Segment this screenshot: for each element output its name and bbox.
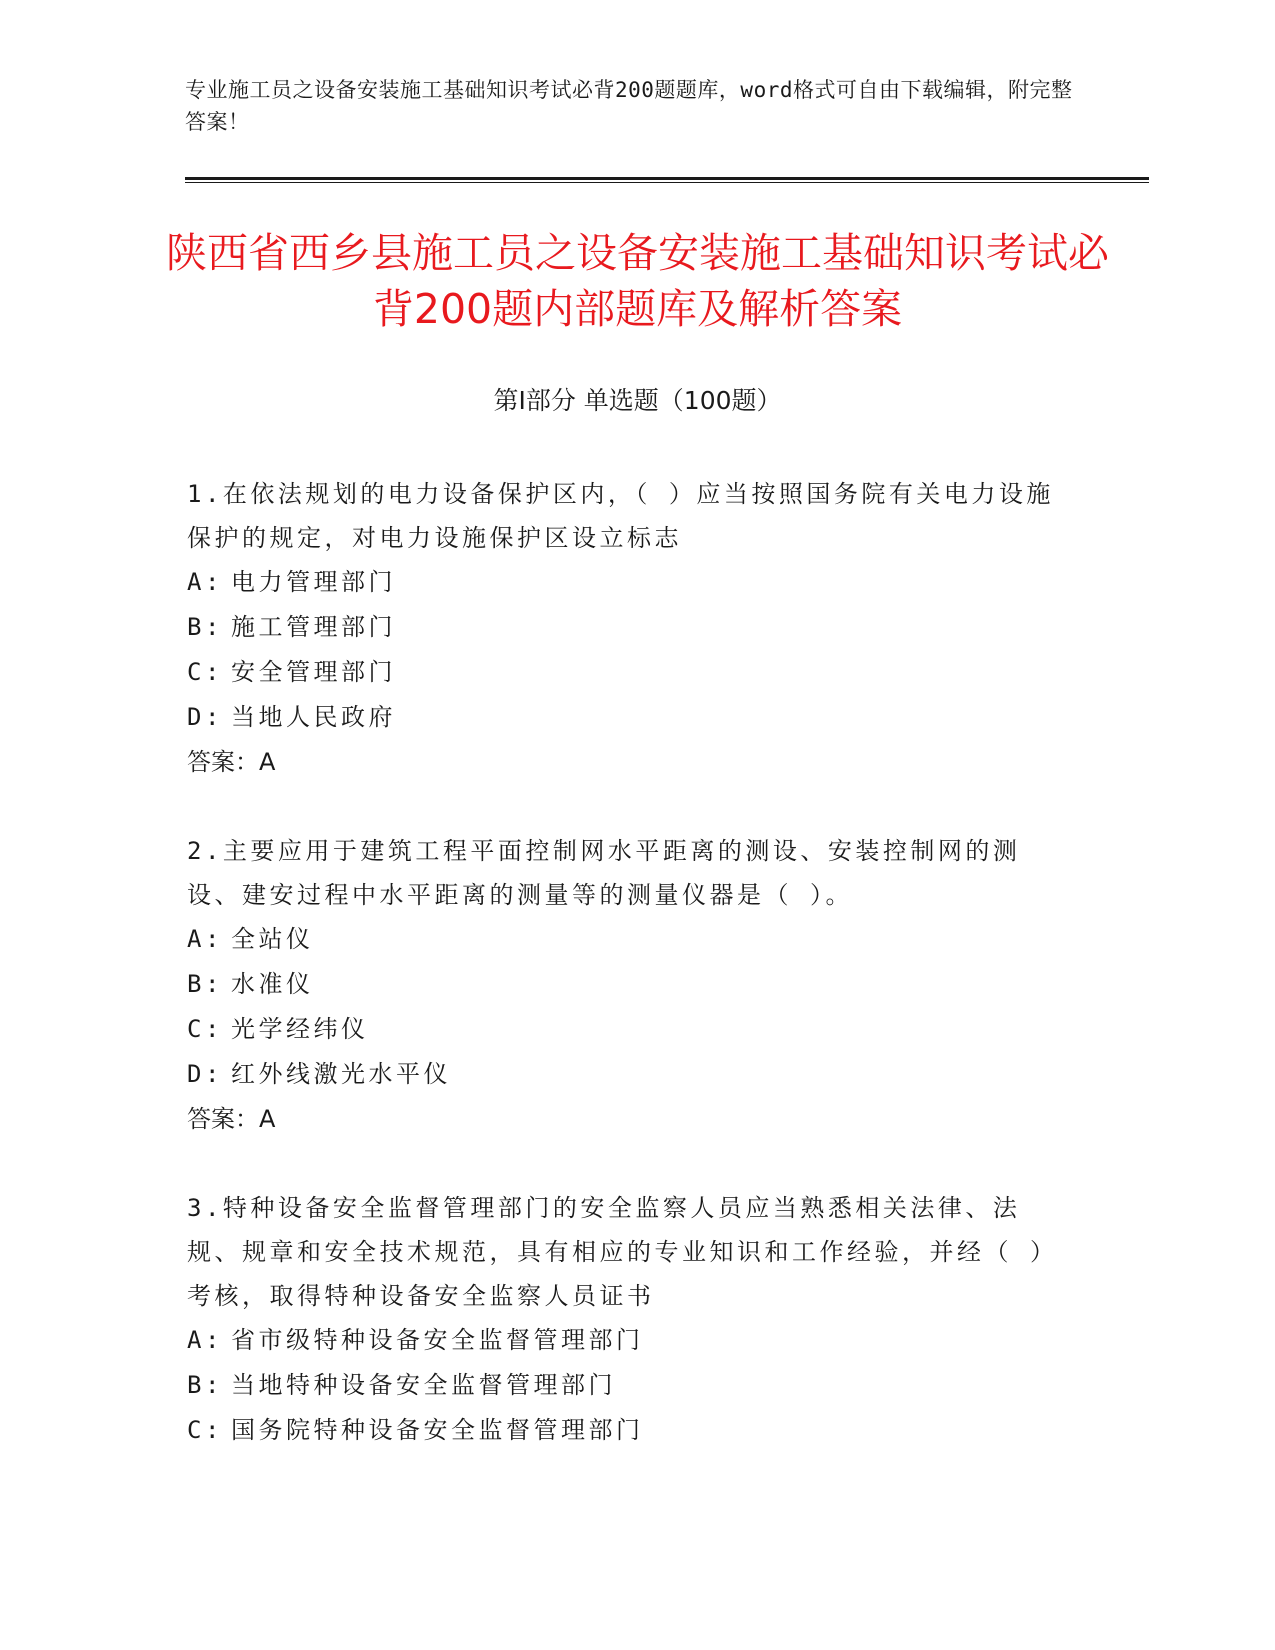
option-key: B: [187,613,223,641]
header-rule-thin [185,182,1149,183]
option-text: 水准仪 [231,970,314,998]
question-1 [187,472,1067,785]
option-b [187,605,1067,650]
option-text: 省市级特种设备安全监督管理部门 [231,1326,644,1354]
option-key: C: [187,1015,223,1043]
option-key: A: [187,568,223,596]
option-key: C: [187,1416,223,1444]
header-rule-thick [185,177,1149,180]
option-a [187,1318,1067,1363]
option-a [187,917,1067,962]
option-a [187,560,1067,605]
header-note: 专业施工员之设备安装施工基础知识考试必背200题题库，word格式可自由下载编辑，附完整答案！ [185,78,1073,134]
document-title: 陕西省西乡县施工员之设备安装施工基础知识考试必背200题内部题库及解析答案 [166,229,1109,333]
option-text: 光学经纬仪 [231,1015,369,1043]
option-text: 全站仪 [231,925,314,953]
option-text: 安全管理部门 [231,658,396,686]
option-text: 当地人民政府 [231,703,396,731]
question-list [187,472,1067,1497]
section-heading: 第Ⅰ部分 单选题（100题） [493,386,782,415]
answer-line: 答案：A [187,1105,276,1133]
option-b [187,962,1067,1007]
option-d [187,695,1067,740]
option-c [187,650,1067,695]
question-3 [187,1186,1067,1453]
question-stem: 1.在依法规划的电力设备保护区内，（ ）应当按照国务院有关电力设施保护的规定，对电力设施保护区设立标志 [187,480,1054,552]
option-key: C: [187,658,223,686]
option-c [187,1007,1067,1052]
question-stem: 3.特种设备安全监督管理部门的安全监察人员应当熟悉相关法律、法规、规章和安全技术规范，具有相应的专业知识和工作经验，并经（ ）考核，取得特种设备安全监察人员证书 [187,1194,1058,1310]
option-c [187,1408,1067,1453]
option-key: B: [187,970,223,998]
option-text: 国务院特种设备安全监督管理部门 [231,1416,644,1444]
option-key: B: [187,1371,223,1399]
question-stem: 2.主要应用于建筑工程平面控制网水平距离的测设、安装控制网的测设、建安过程中水平距离的测量等的测量仪器是（ ）。 [187,837,1021,909]
option-text: 当地特种设备安全监督管理部门 [231,1371,616,1399]
option-key: D: [187,1060,223,1088]
option-key: A: [187,925,223,953]
option-text: 电力管理部门 [231,568,396,596]
answer-line: 答案：A [187,748,276,776]
option-d [187,1052,1067,1097]
question-2 [187,829,1067,1142]
option-text: 红外线激光水平仪 [231,1060,451,1088]
option-text: 施工管理部门 [231,613,396,641]
option-b [187,1363,1067,1408]
option-key: D: [187,703,223,731]
option-key: A: [187,1326,223,1354]
